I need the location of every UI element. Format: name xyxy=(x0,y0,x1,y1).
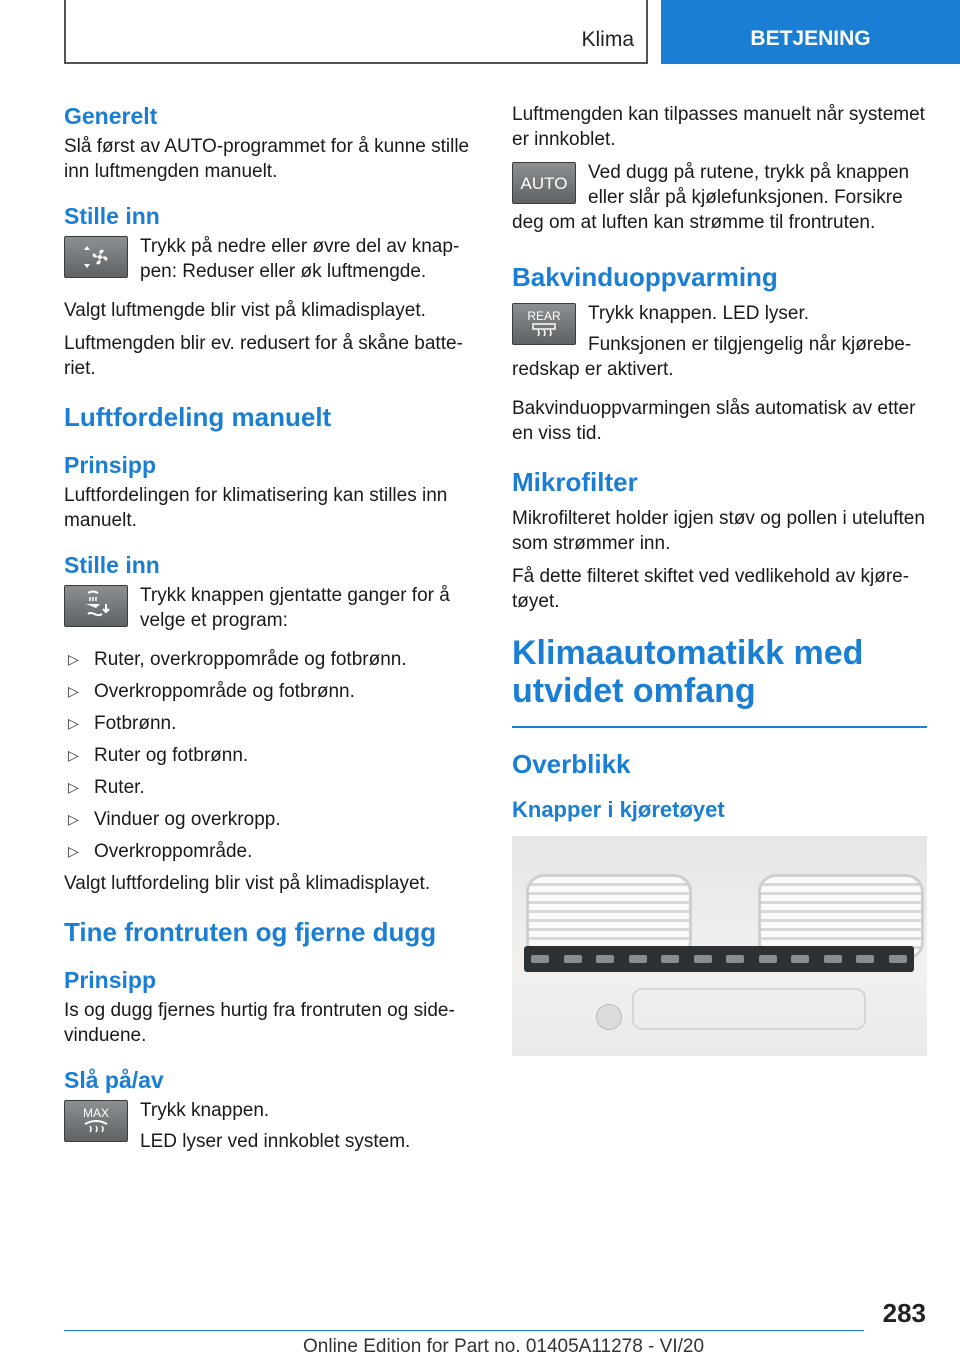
header-chapter-tab xyxy=(661,0,960,64)
heading-klimaautomatikk: Klimaautomatikk med utvidet omfang xyxy=(512,634,864,710)
paragraph: LED lyser ved innkoblet system. xyxy=(140,1131,411,1152)
header-section-title: Klima xyxy=(581,28,634,51)
fan-speed-button-icon xyxy=(64,236,128,278)
triangle-bullet-icon: ▷ xyxy=(68,811,79,827)
paragraph: Funksjonen er tilgjengelig når kjøreberedskap er aktivert. xyxy=(512,334,912,380)
header-frame xyxy=(64,0,648,64)
paragraph: Luftfordelingen for klimatisering kan stilles inn manuelt. xyxy=(64,485,448,531)
dashboard-photo xyxy=(512,836,927,1056)
icon-row xyxy=(64,1098,479,1160)
heading-tine-frontruten: Tine frontruten og fjerne dugg xyxy=(64,917,437,947)
control-knob xyxy=(596,1004,622,1030)
heading-stille-inn: Stille inn xyxy=(64,203,160,229)
max-defrost-button-icon xyxy=(64,1100,128,1142)
rear-defrost-button-icon xyxy=(512,303,576,345)
paragraph: Trykk knappen. LED lyser. xyxy=(588,303,810,324)
paragraph: Trykk knappen gjentatte ganger for å velge et program: xyxy=(140,585,450,631)
footer-rule xyxy=(64,1330,864,1331)
paragraph: Is og dugg fjernes hurtig fra frontruten og sidevinduene. xyxy=(64,1000,455,1046)
auto-label: AUTO xyxy=(520,173,568,193)
defrost-icon xyxy=(81,1120,111,1136)
paragraph: Få dette filteret skiftet ved vedlikehold av kjøretøyet. xyxy=(512,566,910,612)
list-item: ▷ Vinduer og overkropp. xyxy=(68,809,281,830)
paragraph: Valgt luftmengde blir vist på klimadisplayet. xyxy=(64,300,426,321)
triangle-bullet-icon: ▷ xyxy=(68,683,79,699)
heading-generelt: Generelt xyxy=(64,103,158,129)
triangle-bullet-icon: ▷ xyxy=(68,715,79,731)
climate-button-panel xyxy=(524,946,914,972)
paragraph: Bakvinduoppvarmingen slås automatisk av etter en viss tid. xyxy=(512,398,916,444)
heading-slaa-paa-av: Slå på/av xyxy=(64,1067,164,1093)
heading-overblikk: Overblikk xyxy=(512,749,631,779)
triangle-bullet-icon: ▷ xyxy=(68,651,79,667)
footer-edition: Online Edition for Part no. 01405A11278 - VI/20 xyxy=(303,1336,705,1357)
paragraph: Trykk knappen. xyxy=(140,1100,270,1121)
list-item: ▷ Ruter, overkroppområde og fotbrønn. xyxy=(68,649,407,670)
paragraph: Trykk på nedre eller øvre del av knappen: Reduser eller øk luftmengde. xyxy=(140,236,460,282)
page-number: 283 xyxy=(882,1298,926,1328)
triangle-bullet-icon: ▷ xyxy=(68,747,79,763)
section-rule xyxy=(512,634,927,728)
right-column xyxy=(512,102,927,1056)
paragraph: Luftmengden kan tilpasses manuelt når systemet er innkoblet. xyxy=(512,104,925,150)
paragraph: Valgt luftfordeling blir vist på klimadisplayet. xyxy=(64,873,431,894)
left-column xyxy=(64,102,479,1168)
heading-stille-inn-2: Stille inn xyxy=(64,552,160,578)
heading-prinsipp-2: Prinsipp xyxy=(64,967,157,993)
lower-console xyxy=(632,988,866,1030)
rear-label: REAR xyxy=(527,308,561,323)
program-list xyxy=(64,647,479,864)
rear-defrost-icon xyxy=(529,323,559,339)
heading-luftfordeling: Luftfordeling manuelt xyxy=(64,402,332,432)
fan-icon xyxy=(78,242,114,272)
heading-mikrofilter: Mikrofilter xyxy=(512,467,638,497)
icon-row xyxy=(64,234,479,290)
heading-knapper: Knapper i kjøretøyet xyxy=(512,797,725,822)
list-item: ▷ Overkroppområde. xyxy=(68,841,253,862)
list-item: ▷ Ruter. xyxy=(68,777,145,798)
chapter-label: BETJENING xyxy=(750,27,871,50)
heading-prinsipp: Prinsipp xyxy=(64,452,157,478)
triangle-bullet-icon: ▷ xyxy=(68,843,79,859)
icon-row xyxy=(64,583,479,639)
paragraph: Luftmengden blir ev. redusert for å skåne batteriet. xyxy=(64,333,463,379)
paragraph: Slå først av AUTO-programmet for å kunne stille inn luftmengden manuelt. xyxy=(64,136,470,182)
list-item: ▷ Ruter og fotbrønn. xyxy=(68,745,249,766)
air-distribution-button-icon xyxy=(64,585,128,627)
air-distribution-icon xyxy=(76,590,116,622)
list-item: ▷ Overkroppområde og fotbrønn. xyxy=(68,681,355,702)
heading-bakvinduoppvarming: Bakvinduoppvarming xyxy=(512,262,778,292)
icon-row xyxy=(512,160,927,241)
paragraph: Mikrofilteret holder igjen støv og pollen i uteluften som strømmer inn. xyxy=(512,508,925,554)
paragraph: Ved dugg på rutene, trykk på knappen eller slår på kjølefunksjonen. Forsikre deg om at luften kan strømme til frontruten. xyxy=(512,162,910,233)
icon-row xyxy=(512,301,927,388)
auto-button-icon xyxy=(512,162,576,204)
list-item: ▷ Fotbrønn. xyxy=(68,713,177,734)
triangle-bullet-icon: ▷ xyxy=(68,779,79,795)
max-label: MAX xyxy=(82,1105,109,1120)
